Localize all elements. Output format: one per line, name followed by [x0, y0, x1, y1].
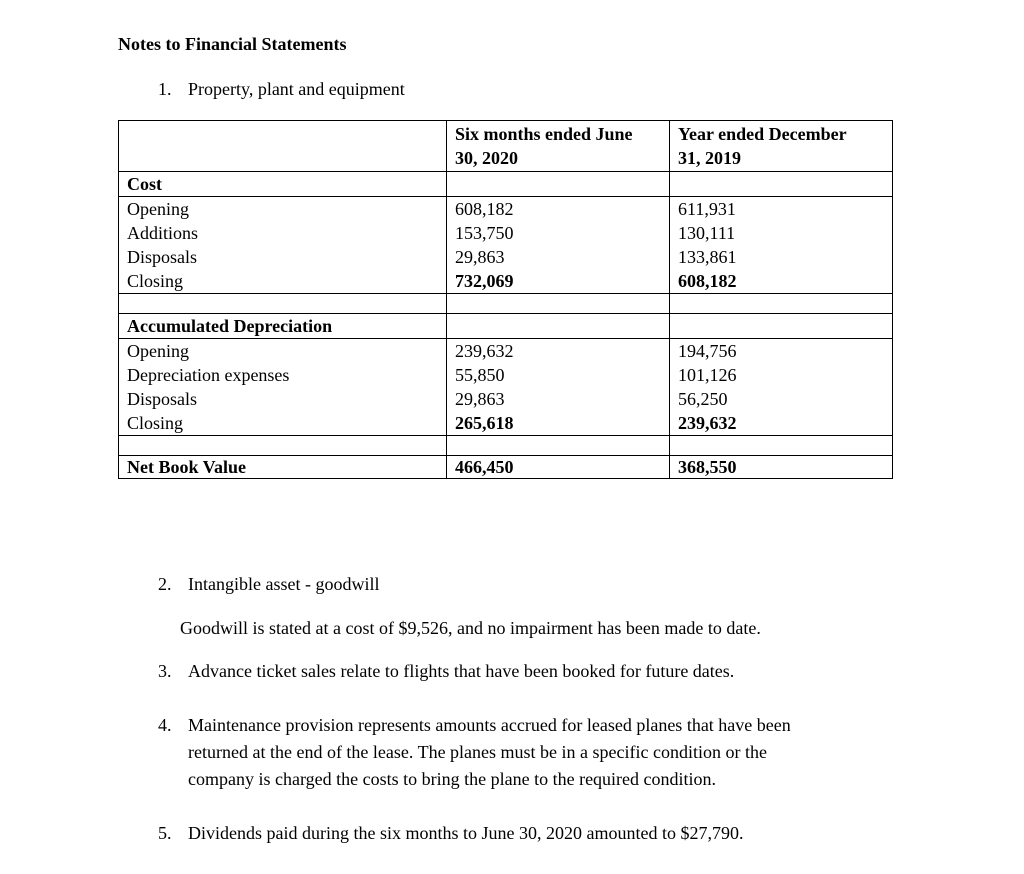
- note-1-title: Property, plant and equipment: [188, 79, 405, 99]
- cell-value: 611,931: [678, 199, 736, 219]
- note-3-number: 3.: [158, 661, 172, 681]
- note-5-number: 5.: [158, 823, 172, 843]
- depreciation-data-row: [119, 339, 893, 436]
- net-book-value-six-months: 466,450: [447, 456, 670, 479]
- row-label: Disposals: [127, 247, 198, 267]
- cost-data-row: [119, 197, 893, 294]
- cost-six-months-values: [447, 197, 670, 294]
- note-2-number: 2.: [158, 574, 172, 594]
- cell-value: 56,250: [678, 389, 728, 409]
- table-header-row: [119, 121, 893, 172]
- cell-value: 194,756: [678, 341, 737, 361]
- row-label: Closing: [127, 271, 184, 291]
- cell-value-total: 732,069: [455, 271, 514, 291]
- cell-value: 29,863: [455, 247, 505, 267]
- cell-value-total: 265,618: [455, 413, 514, 433]
- note-4-line-2: returned at the end of the lease. The planes must be in a specific condition or the: [188, 742, 767, 762]
- note-5-text: Dividends paid during the six months to June 30, 2020 amounted to $27,790.: [188, 823, 744, 843]
- page-title: Notes to Financial Statements: [118, 34, 347, 54]
- header-year-line1: Year ended December: [678, 124, 847, 144]
- note-4-line-3: company is charged the costs to bring the plane to the required condition.: [188, 769, 717, 789]
- empty-cell: [119, 294, 447, 314]
- row-label: Disposals: [127, 389, 198, 409]
- cell-value: 101,126: [678, 365, 737, 385]
- cell-value: 29,863: [455, 389, 505, 409]
- empty-cell: [447, 294, 670, 314]
- row-label: Opening: [127, 199, 189, 219]
- header-six-months-line2: 30, 2020: [455, 148, 518, 168]
- net-book-value-year: 368,550: [670, 456, 893, 479]
- header-empty-cell: [119, 121, 447, 172]
- empty-cell: [670, 436, 893, 456]
- depreciation-heading: Accumulated Depreciation: [119, 314, 447, 339]
- cost-heading-row: [119, 172, 893, 197]
- spacer-row: [119, 436, 893, 456]
- note-3-text: Advance ticket sales relate to flights that have been booked for future dates.: [188, 661, 735, 681]
- cost-heading: Cost: [119, 172, 447, 197]
- ppe-table: [118, 120, 893, 479]
- note-2-text: Goodwill is stated at a cost of $9,526, and no impairment has been made to date.: [180, 618, 761, 638]
- cost-year-values: [670, 197, 893, 294]
- cell-value: 153,750: [455, 223, 514, 243]
- header-six-months-line1: Six months ended June: [455, 124, 633, 144]
- empty-cell: [670, 314, 893, 339]
- empty-cell: [670, 294, 893, 314]
- cell-value: 239,632: [455, 341, 514, 361]
- depreciation-heading-row: [119, 314, 893, 339]
- depreciation-year-values: [670, 339, 893, 436]
- net-book-value-label: Net Book Value: [119, 456, 447, 479]
- empty-cell: [447, 172, 670, 197]
- note-4-number: 4.: [158, 715, 172, 735]
- row-label: Additions: [127, 223, 199, 243]
- cell-value-total: 608,182: [678, 271, 737, 291]
- cell-value: 55,850: [455, 365, 505, 385]
- spacer-row: [119, 294, 893, 314]
- empty-cell: [119, 436, 447, 456]
- note-2-title: Intangible asset - goodwill: [188, 574, 380, 594]
- empty-cell: [447, 436, 670, 456]
- cell-value-total: 239,632: [678, 413, 737, 433]
- row-label: Opening: [127, 341, 189, 361]
- depreciation-labels: [119, 339, 447, 436]
- note-4-line-1: Maintenance provision represents amounts accrued for leased planes that have been: [188, 715, 791, 735]
- net-book-value-row: [119, 456, 893, 479]
- cost-labels: [119, 197, 447, 294]
- cell-value: 133,861: [678, 247, 737, 267]
- row-label: Closing: [127, 413, 184, 433]
- header-six-months: [447, 121, 670, 172]
- note-1-number: 1.: [158, 79, 172, 99]
- row-label: Depreciation expenses: [127, 365, 290, 385]
- header-year: [670, 121, 893, 172]
- cell-value: 608,182: [455, 199, 514, 219]
- empty-cell: [447, 314, 670, 339]
- cell-value: 130,111: [678, 223, 736, 243]
- empty-cell: [670, 172, 893, 197]
- depreciation-six-months-values: [447, 339, 670, 436]
- header-year-line2: 31, 2019: [678, 148, 741, 168]
